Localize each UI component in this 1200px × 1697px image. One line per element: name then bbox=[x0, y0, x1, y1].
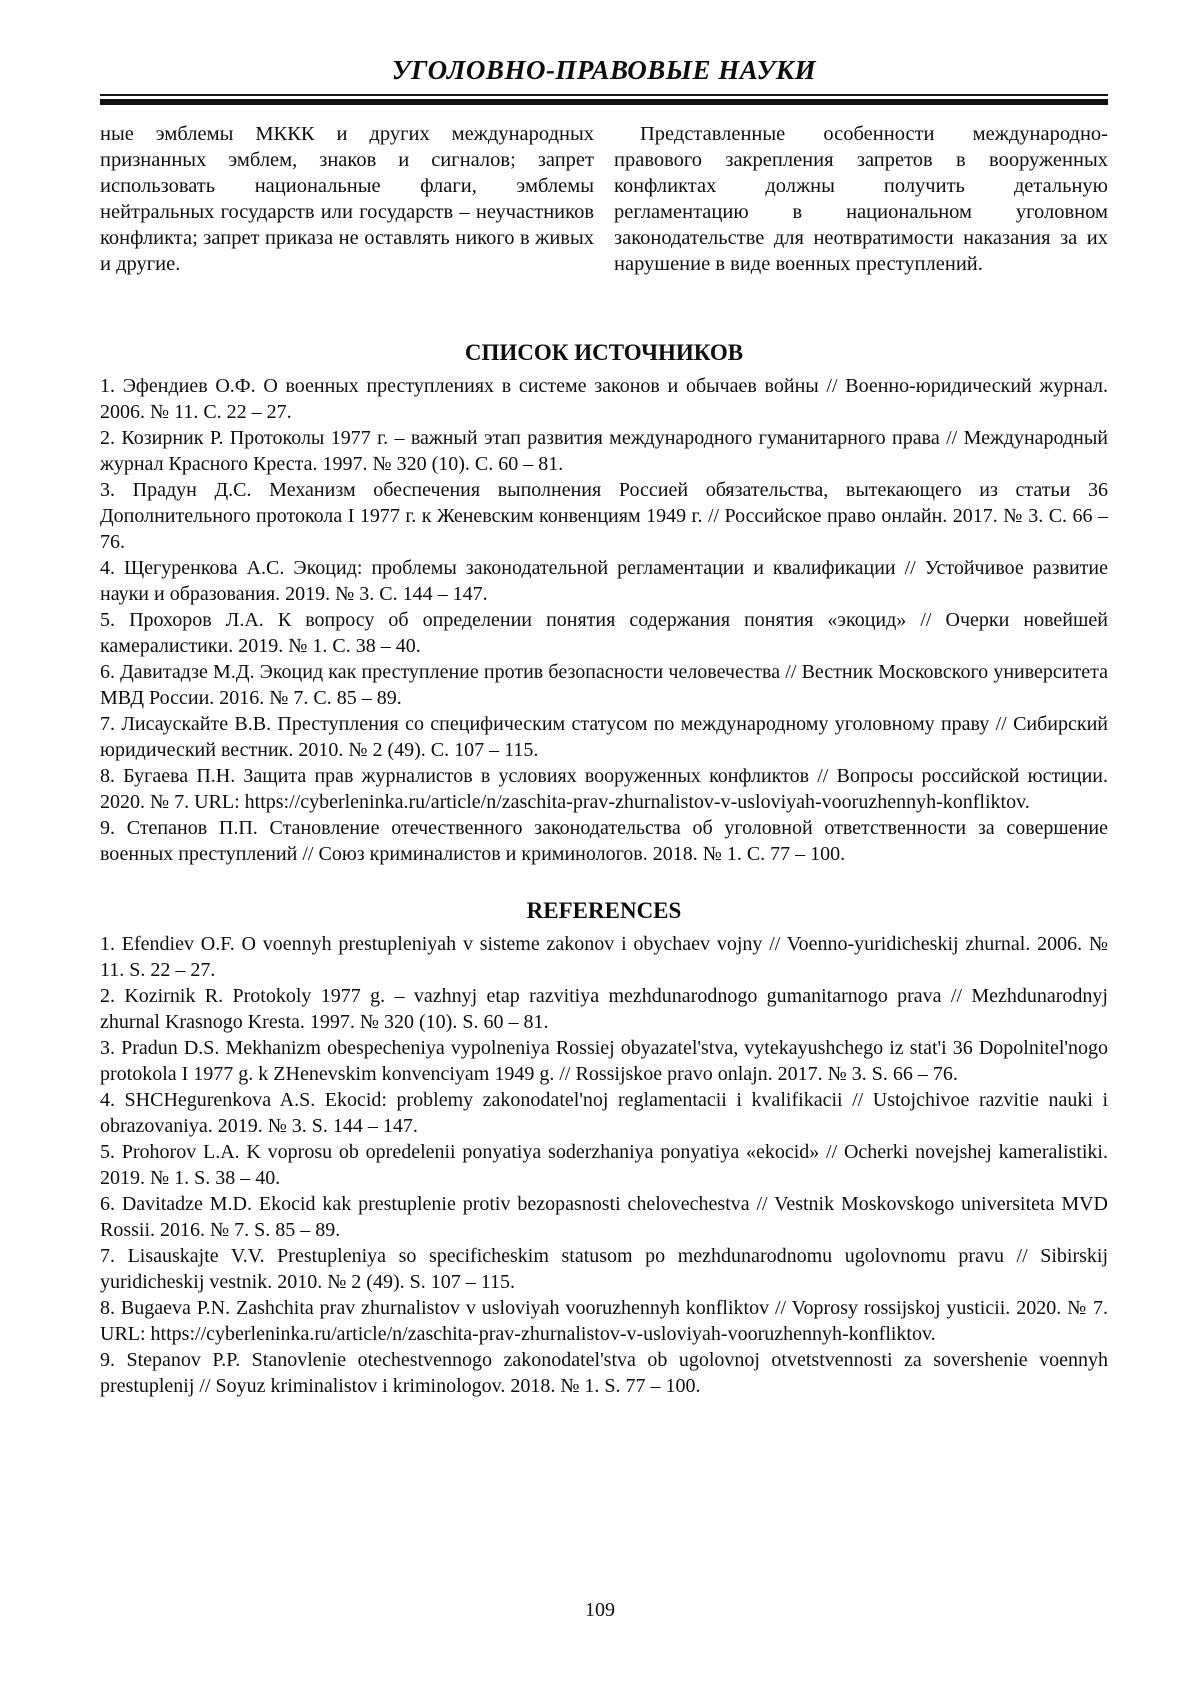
source-item: 4. Щегуренкова А.С. Экоцид: проблемы законодательной регламентации и квалификации // Устойчивое развитие науки и образования. 2019. № 3. С. 144 – 147. bbox=[100, 557, 1108, 605]
sources-list bbox=[100, 373, 1108, 867]
references-section bbox=[100, 897, 1108, 1399]
intro-right-column: Представленные особенности международно-правового закрепления запретов в вооруженных конфликтах должны получить детальную регламентацию в национальном уголовном законодательстве для неотвратимости наказания за их нарушение в виде военных преступлений. bbox=[614, 123, 1108, 275]
reference-item: 5. Prohorov L.A. K voprosu ob opredelenii ponyatiya soderzhaniya ponyatiya «ekocid» // Ocherki novejshej kameralistiki. 2019. № 1. S. 38 – 40. bbox=[100, 1141, 1108, 1189]
reference-item: 8. Bugaeva P.N. Zashchita prav zhurnalistov v usloviyah vooruzhennyh konfliktov // Voprosy rossijskoj yusticii. 2020. № 7. URL: https://cyberleninka.ru/article/n/zaschita-prav-zhurnalistov-v-usloviyah-vooruzhennyh-konfliktov. bbox=[100, 1297, 1108, 1345]
reference-item: 4. SHCHegurenkova A.S. Ekocid: problemy zakonodatel'noj reglamentacii i kvalifikacii // Ustojchivoe razvitie nauki i obrazovaniya. 2019. № 3. S. 144 – 147. bbox=[100, 1089, 1108, 1137]
sources-section bbox=[100, 339, 1108, 867]
references-list bbox=[100, 931, 1108, 1399]
page-header-title: УГОЛОВНО-ПРАВОВЫЕ НАУКИ bbox=[391, 55, 817, 85]
source-item: 7. Лисаускайте В.В. Преступления со специфическим статусом по международному уголовному праву // Сибирский юридический вестник. 2010. № 2 (49). С. 107 – 115. bbox=[100, 713, 1108, 761]
reference-item: 6. Davitadze M.D. Ekocid kak prestuplenie protiv bezopasnosti chelovechestva // Vestnik Moskovskogo universiteta MVD Rossii. 2016. № 7. S. 85 – 89. bbox=[100, 1193, 1108, 1241]
reference-item: 2. Kozirnik R. Protokoly 1977 g. – vazhnyj etap razvitiya mezhdunarodnogo gumanitarnogo prava // Mezhdunarodnyj zhurnal Krasnogo Kresta. 1997. № 320 (10). S. 60 – 81. bbox=[100, 985, 1108, 1033]
source-item: 5. Прохоров Л.А. К вопросу об определении понятия содержания понятия «экоцид» // Очерки новейшей камералистики. 2019. № 1. С. 38 – 40. bbox=[100, 609, 1108, 657]
source-item: 6. Давитадзе М.Д. Экоцид как преступление против безопасности человечества // Вестник Московского университета МВД России. 2016. № 7. С. 85 – 89. bbox=[100, 661, 1108, 709]
reference-item: 9. Stepanov P.P. Stanovlenie otechestvennogo zakonodatel'stva ob ugolovnoj otvetstvennosti za sovershenie voennyh prestuplenij // Soyuz kriminalistov i kriminologov. 2018. № 1. S. 77 – 100. bbox=[100, 1349, 1108, 1397]
intro-left-column: ные эмблемы МККК и других международных признанных эмблем, знаков и сигналов; запрет использовать национальные флаги, эмблемы нейтральных государств или государств – неучастников конфликта; запрет приказа не оставлять никого в живых и другие. bbox=[100, 123, 594, 275]
header-rule-thick bbox=[100, 99, 1108, 105]
source-item: 3. Прадун Д.С. Механизм обеспечения выполнения Россией обязательства, вытекающего из статьи 36 Дополнительного протокола I 1977 г. к Женевским конвенциям 1949 г. // Российское право онлайн. 2017. № 3. С. 66 – 76. bbox=[100, 479, 1108, 553]
intro-columns bbox=[100, 121, 1108, 277]
source-item: 9. Степанов П.П. Становление отечественного законодательства об уголовной ответственности за совершение военных преступлений // Союз криминалистов и криминологов. 2018. № 1. С. 77 – 100. bbox=[100, 817, 1108, 865]
source-item: 8. Бугаева П.Н. Защита прав журналистов в условиях вооруженных конфликтов // Вопросы российской юстиции. 2020. № 7. URL: https://cyberleninka.ru/article/n/zaschita-prav-zhurnalistov-v-usloviyah-vooruzhennyh-konfliktov. bbox=[100, 765, 1108, 813]
sources-heading: СПИСОК ИСТОЧНИКОВ bbox=[464, 340, 744, 365]
reference-item: 1. Efendiev O.F. O voennyh prestupleniyah v sisteme zakonov i obychaev vojny // Voenno-yuridicheskij zhurnal. 2006. № 11. S. 22 – 27. bbox=[100, 933, 1108, 981]
header-rule bbox=[100, 94, 1108, 105]
source-item: 1. Эфендиев О.Ф. О военных преступлениях в системе законов и обычаев войны // Военно-юридический журнал. 2006. № 11. С. 22 – 27. bbox=[100, 375, 1108, 423]
page-number: 109 bbox=[585, 1599, 615, 1621]
reference-item: 3. Pradun D.S. Mekhanizm obespecheniya vypolneniya Rossiej obyazatel'stva, vytekayushchego iz stat'i 36 Dopolnitel'nogo protokola I 1977 g. k ZHenevskim konvenciyam 1949 g. // Rossijskoe pravo onlajn. 2017. № 3. S. 66 – 76. bbox=[100, 1037, 1108, 1085]
reference-item: 7. Lisauskajte V.V. Prestupleniya so specificheskim statusom po mezhdunarodnomu ugolovnomu pravu // Sibirskij yuridicheskij vestnik. 2010. № 2 (49). S. 107 – 115. bbox=[100, 1245, 1108, 1293]
source-item: 2. Козирник Р. Протоколы 1977 г. – важный этап развития международного гуманитарного права // Международный журнал Красного Креста. 1997. № 320 (10). С. 60 – 81. bbox=[100, 427, 1108, 475]
header-rule-thin bbox=[100, 94, 1108, 96]
text-block bbox=[100, 0, 1108, 1399]
references-heading: REFERENCES bbox=[526, 898, 682, 923]
